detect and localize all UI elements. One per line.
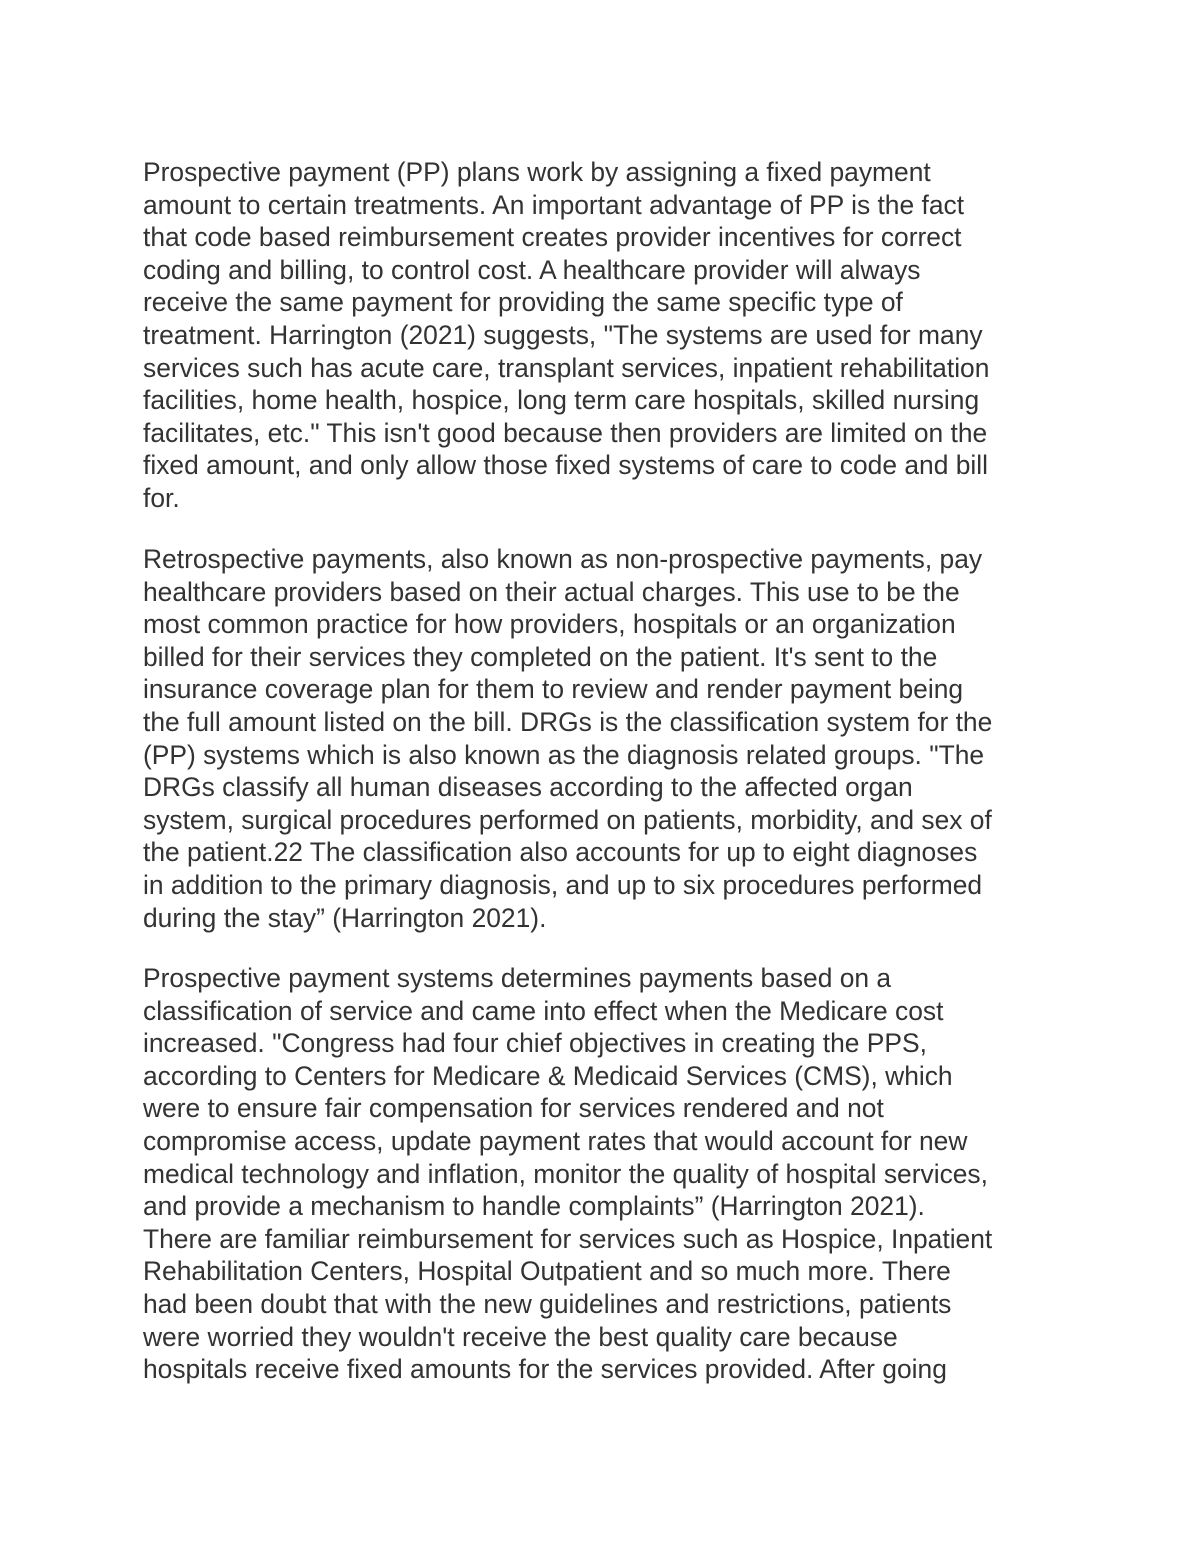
text-line: in addition to the primary diagnosis, and up to six procedures performed <box>143 869 983 900</box>
paragraph-prospective-payment <box>143 156 1073 515</box>
text-line: coding and billing, to control cost. A healthcare provider will always <box>143 254 921 285</box>
text-line: fixed amount, and only allow those fixed systems of care to code and bill <box>143 450 988 481</box>
text-line: most common practice for how providers, hospitals or an organization <box>143 609 956 640</box>
text-line: Retrospective payments, also known as non-prospective payments, pay <box>143 544 983 574</box>
text-line: the patient.22 The classification also accounts for up to eight diagnoses <box>143 837 978 868</box>
text-line: insurance coverage plan for them to review and render payment being <box>143 674 964 705</box>
text-line: had been doubt that with the new guidelines and restrictions, patients <box>143 1288 952 1319</box>
text-line: services such has acute care, transplant services, inpatient rehabilitation <box>143 352 990 383</box>
text-line: billed for their services they completed on the patient. It's sent to the <box>143 641 938 672</box>
text-line: according to Centers for Medicare & Medicaid Services (CMS), which <box>143 1060 953 1091</box>
text-line: Prospective payment (PP) plans work by assigning a fixed payment <box>143 157 931 187</box>
text-line: hospitals receive fixed amounts for the services provided. After going <box>143 1354 947 1385</box>
text-line: during the stay” (Harrington 2021). <box>143 902 547 933</box>
text-line: (PP) systems which is also known as the diagnosis related groups. "The <box>143 739 985 770</box>
text-line: facilitates, etc." This isn't good because then providers are limited on the <box>143 417 988 448</box>
text-line: Rehabilitation Centers, Hospital Outpatient and so much more. There <box>143 1256 951 1287</box>
text-line: facilities, home health, hospice, long term care hospitals, skilled nursing <box>143 385 980 416</box>
text-line: the full amount listed on the bill. DRGs is the classification system for the <box>143 706 993 737</box>
text-line: Prospective payment systems determines payments based on a <box>143 963 892 993</box>
text-line: classification of service and came into effect when the Medicare cost <box>143 995 944 1026</box>
text-line: compromise access, update payment rates that would account for new <box>143 1125 968 1156</box>
text-line: increased. "Congress had four chief objectives in creating the PPS, <box>143 1028 927 1059</box>
text-line: for. <box>143 482 180 513</box>
paragraph-retrospective-payments <box>143 543 1073 934</box>
text-line: and provide a mechanism to handle complaints” (Harrington 2021). <box>143 1191 925 1222</box>
text-line: DRGs classify all human diseases according to the affected organ <box>143 772 913 803</box>
text-line: that code based reimbursement creates provider incentives for correct <box>143 222 962 253</box>
text-line: were to ensure fair compensation for services rendered and not <box>143 1093 884 1124</box>
text-line: There are familiar reimbursement for services such as Hospice, Inpatient <box>143 1223 993 1254</box>
text-line: healthcare providers based on their actual charges. This use to be the <box>143 576 960 607</box>
text-line: treatment. Harrington (2021) suggests, "The systems are used for many <box>143 319 983 350</box>
paragraph-pps-objectives <box>143 962 1073 1386</box>
text-line: system, surgical procedures performed on patients, morbidity, and sex of <box>143 804 992 835</box>
text-line: receive the same payment for providing the same specific type of <box>143 287 903 318</box>
text-line: medical technology and inflation, monitor the quality of hospital services, <box>143 1158 988 1189</box>
text-line: amount to certain treatments. An important advantage of PP is the fact <box>143 189 965 220</box>
text-line: were worried they wouldn't receive the best quality care because <box>143 1321 898 1352</box>
